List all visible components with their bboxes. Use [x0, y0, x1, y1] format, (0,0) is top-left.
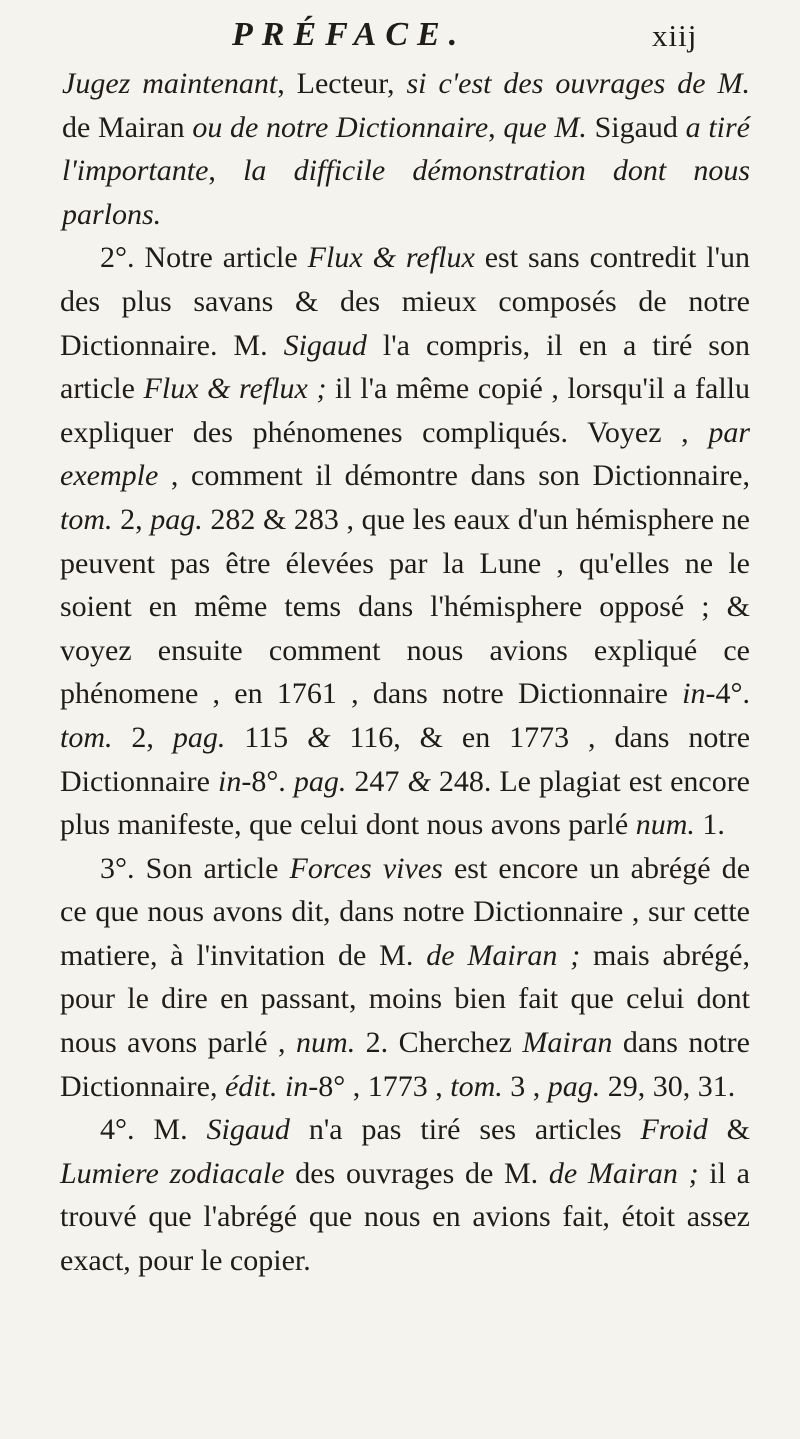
text-run: , comment il démontre dans son Dictionnaire,: [158, 459, 750, 493]
text-run: Sigaud: [586, 110, 686, 144]
paragraph-3: [60, 847, 750, 1109]
text-run: 3 ,: [502, 1069, 548, 1103]
italic-text-run: Flux & reflux ;: [143, 372, 327, 406]
italic-text-run: num.: [635, 808, 695, 842]
italic-text-run: num.: [296, 1026, 356, 1060]
italic-text-run: a tiré l'importante: [62, 110, 750, 188]
italic-text-run: pag.: [150, 502, 203, 536]
italic-text-run: tom.: [60, 720, 113, 754]
italic-text-run: &: [407, 764, 431, 798]
text-run: il a trouvé que l'abrégé que nous en avions fait, étoit assez exact, pour le copier.: [60, 1156, 750, 1278]
italic-text-run: par exemple: [60, 415, 750, 493]
text-run: 115: [225, 720, 308, 754]
italic-text-run: édit. in-: [224, 1069, 319, 1103]
italic-text-run: in-: [217, 764, 252, 798]
text-run: 116, & en 1773 , dans notre Dictionnaire: [60, 720, 751, 798]
paragraph-1: [60, 62, 750, 236]
text-run: 247: [346, 764, 408, 798]
italic-text-run: la difficile démonstration dont nous parlons.: [62, 154, 750, 231]
italic-text-run: tom.: [450, 1069, 503, 1103]
text-run: il l'a même copié , lorsqu'il a fallu expliquer des phénomenes compliqués. Voyez ,: [60, 372, 750, 449]
text-run: ,: [488, 110, 504, 144]
text-run: 248. Le plagiat est encore plus manifeste, que celui dont nous avons parlé: [60, 764, 751, 842]
italic-text-run: tom.: [60, 502, 113, 536]
text-run: mais abrégé, pour le dire en passant, moins bien fait que celui dont nous avons parlé ,: [60, 938, 750, 1060]
italic-text-run: Jugez maintenant: [62, 67, 278, 100]
italic-text-run: Sigaud: [283, 328, 367, 362]
italic-text-run: pag.: [547, 1069, 601, 1103]
body-text: [60, 62, 750, 1283]
italic-text-run: Mairan: [522, 1026, 613, 1060]
text-run: n'a pas tiré ses articles: [289, 1113, 641, 1147]
italic-text-run: Sigaud: [206, 1113, 290, 1147]
italic-text-run: pag.: [293, 764, 347, 798]
italic-text-run: &: [307, 720, 331, 754]
text-run: 282 & 283 , que les eaux d'un hémisphere ne peuvent pas être élevées par la Lune , qu'elles ne le soient en même tems dans l'hémisphere opposé ; & voyez ensuite comment nous avions expliqué ce phénomene , en 1761 , dans notre Dictionnaire: [60, 502, 751, 711]
paragraph-4: [60, 1108, 750, 1282]
text-run: 8° , 1773 ,: [318, 1069, 451, 1103]
text-run: 1.: [694, 808, 725, 842]
text-run: 2. Cherchez: [355, 1026, 523, 1060]
text-run: , Lecteur,: [277, 67, 407, 100]
text-run: 2,: [112, 502, 151, 536]
paragraph-2: [60, 236, 750, 846]
italic-text-run: Forces vives: [289, 851, 443, 885]
text-run: l'a compris, il en a tiré son article: [60, 328, 750, 406]
text-run: est encore un abrégé de ce que nous avons dit, dans notre Dictionnaire , sur cette matiere, à l'invitation de M.: [60, 851, 751, 972]
text-run: 3°. Son article: [100, 851, 290, 885]
text-run: 29, 30, 31.: [600, 1069, 736, 1103]
text-run: des ouvrages de M.: [284, 1156, 549, 1190]
text-run: 2,: [112, 720, 173, 754]
italic-text-run: Lumiere zodiacale: [60, 1156, 285, 1190]
italic-text-run: pag.: [172, 720, 226, 754]
text-run: est sans contredit l'un des plus savans & des mieux composés de notre Dictionnaire. M.: [60, 241, 750, 362]
text-run: ,: [208, 154, 244, 188]
italic-text-run: in-: [682, 677, 716, 711]
italic-text-run: si c'est des ouvrages de M.: [406, 67, 751, 100]
text-run: 8°.: [251, 764, 294, 798]
italic-text-run: ou de notre Dictionnaire: [192, 110, 489, 144]
text-run: 2°. Notre article: [100, 241, 308, 275]
page-number: xiij: [652, 18, 698, 53]
italic-text-run: de Mairan ;: [548, 1156, 699, 1190]
text-run: dans notre Dictionnaire,: [60, 1026, 750, 1103]
text-run: &: [707, 1113, 750, 1147]
italic-text-run: Froid: [640, 1113, 708, 1147]
italic-text-run: que M.: [503, 110, 587, 144]
text-run: 4°. M.: [100, 1113, 207, 1147]
italic-text-run: Flux & reflux: [307, 241, 475, 275]
running-head: [0, 14, 800, 64]
text-run: 4°.: [715, 677, 750, 711]
text-run: de Mairan: [62, 110, 193, 144]
italic-text-run: de Mairan ;: [426, 938, 581, 972]
running-head-title: PRÉFACE.: [232, 16, 467, 53]
